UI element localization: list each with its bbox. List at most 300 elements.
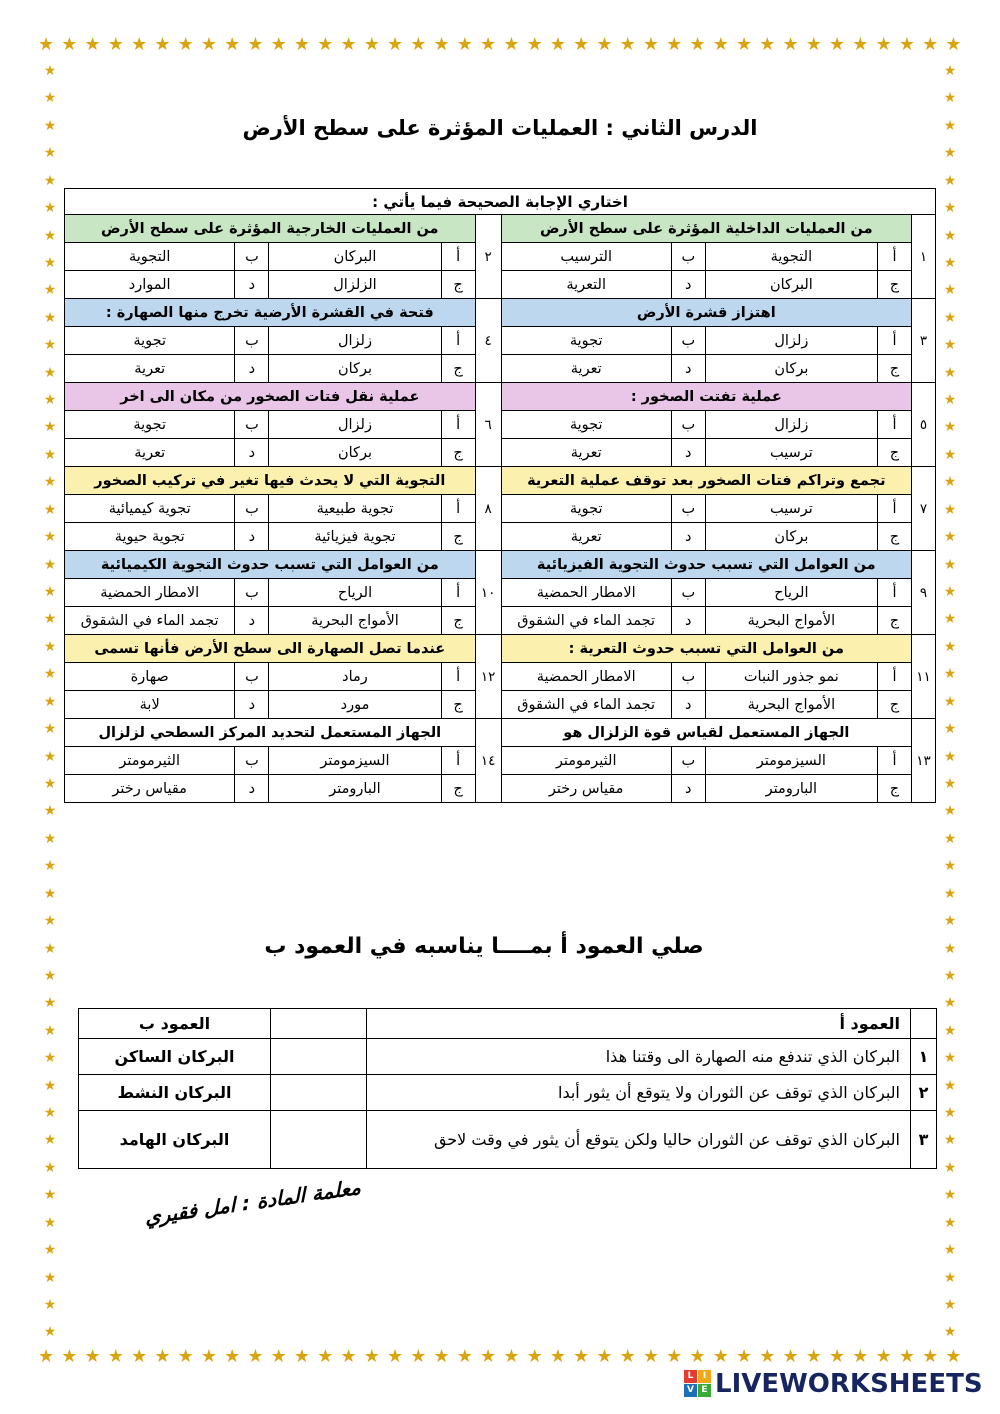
match-row <box>79 1075 937 1111</box>
option-cell[interactable]: تجوية طبيعية <box>269 495 441 523</box>
star-icon: ★ <box>943 1105 957 1122</box>
option-letter: ب <box>671 663 705 691</box>
match-number-header <box>911 1009 937 1039</box>
star-icon: ★ <box>666 34 683 55</box>
option-letter: ج <box>877 439 911 467</box>
match-option[interactable]: البركان النشط <box>79 1075 271 1111</box>
option-letter: د <box>671 355 705 383</box>
option-letter: د <box>235 691 269 719</box>
star-icon: ★ <box>943 501 957 518</box>
star-icon: ★ <box>456 1346 473 1367</box>
option-cell[interactable]: التجوية <box>65 243 235 271</box>
question-number: ٣ <box>911 299 935 383</box>
option-cell[interactable]: السيزمومتر <box>269 747 441 775</box>
star-icon: ★ <box>43 1022 57 1039</box>
match-row <box>79 1111 937 1169</box>
liveworksheets-logo-text: LIVEWORKSHEETS <box>715 1368 983 1399</box>
option-letter: أ <box>877 663 911 691</box>
match-column-b-header: العمود ب <box>79 1009 271 1039</box>
option-letter: د <box>671 607 705 635</box>
page-title: الدرس الثاني : العمليات المؤثرة على سطح الأرض <box>242 116 758 140</box>
star-icon: ★ <box>43 611 57 628</box>
option-cell[interactable]: التجوية <box>705 243 877 271</box>
star-icon: ★ <box>43 282 57 299</box>
star-icon: ★ <box>875 1346 892 1367</box>
star-icon: ★ <box>43 446 57 463</box>
option-cell[interactable]: الامطار الحمضية <box>501 579 671 607</box>
star-icon: ★ <box>943 63 957 79</box>
star-icon: ★ <box>154 1346 171 1367</box>
option-letter: د <box>235 775 269 803</box>
option-cell[interactable]: صهارة <box>65 663 235 691</box>
option-cell[interactable]: البركان <box>269 243 441 271</box>
option-letter: ب <box>235 327 269 355</box>
quiz-header-row <box>65 299 936 327</box>
star-icon: ★ <box>410 1346 427 1367</box>
star-icon: ★ <box>247 34 264 55</box>
star-icon: ★ <box>43 90 57 107</box>
star-icon: ★ <box>224 34 241 55</box>
star-icon: ★ <box>943 145 957 162</box>
star-icon: ★ <box>945 34 962 55</box>
match-statement: البركان الذي تندفع منه الصهارة الى وقتنا هذا <box>367 1039 911 1075</box>
star-icon: ★ <box>943 1214 957 1231</box>
option-cell[interactable]: تعرية <box>501 523 671 551</box>
option-cell[interactable]: بركان <box>705 355 877 383</box>
star-icon: ★ <box>943 995 957 1012</box>
star-icon: ★ <box>943 1050 957 1067</box>
star-icon: ★ <box>943 117 957 134</box>
option-letter: أ <box>441 243 475 271</box>
star-icon: ★ <box>84 34 101 55</box>
star-icon: ★ <box>943 1242 957 1259</box>
star-icon: ★ <box>619 34 636 55</box>
option-letter: ب <box>671 411 705 439</box>
star-icon: ★ <box>410 34 427 55</box>
option-letter: أ <box>441 327 475 355</box>
option-cell[interactable]: الثيرمومتر <box>501 747 671 775</box>
option-letter: د <box>671 439 705 467</box>
option-cell[interactable]: زلزال <box>269 411 441 439</box>
star-border-left <box>40 64 60 1340</box>
star-icon: ★ <box>943 200 957 217</box>
star-icon: ★ <box>875 34 892 55</box>
match-section-title: صلي العمود أ بمــــا يناسبه في العمود ب <box>264 934 704 959</box>
star-icon: ★ <box>84 1346 101 1367</box>
option-cell[interactable]: البارومتر <box>269 775 441 803</box>
option-cell[interactable]: التعرية <box>501 271 671 299</box>
match-table <box>78 1008 937 1169</box>
star-icon: ★ <box>943 803 957 820</box>
option-cell[interactable]: تعرية <box>501 355 671 383</box>
star-icon: ★ <box>43 775 57 792</box>
star-icon: ★ <box>43 584 57 601</box>
star-icon: ★ <box>43 940 57 957</box>
match-column-a-header: العمود أ <box>367 1009 911 1039</box>
star-icon: ★ <box>43 172 57 189</box>
star-icon: ★ <box>943 309 957 326</box>
star-icon: ★ <box>293 34 311 55</box>
star-icon: ★ <box>43 638 57 655</box>
option-cell[interactable]: تجمد الماء في الشقوق <box>501 691 671 719</box>
star-icon: ★ <box>943 721 957 738</box>
star-icon: ★ <box>43 419 57 436</box>
option-letter: د <box>671 775 705 803</box>
question-header: من العمليات الداخلية المؤثرة على سطح الأرض <box>501 215 911 243</box>
option-cell[interactable]: الأمواج البحرية <box>269 607 441 635</box>
question-header: من العمليات الخارجية المؤثرة على سطح الأرض <box>65 215 476 243</box>
quiz-header-row <box>65 551 936 579</box>
question-header: الجهاز المستعمل لقياس قوة الزلزال هو <box>501 719 911 747</box>
option-letter: ج <box>877 523 911 551</box>
star-icon: ★ <box>943 858 957 875</box>
option-cell[interactable]: البارومتر <box>705 775 877 803</box>
option-letter: د <box>235 439 269 467</box>
star-icon: ★ <box>340 1346 357 1367</box>
option-cell[interactable]: تجوية <box>65 327 235 355</box>
question-number: ٧ <box>911 467 935 551</box>
option-cell[interactable]: زلزال <box>269 327 441 355</box>
quiz-instruction-row <box>65 189 936 215</box>
star-icon: ★ <box>270 34 287 55</box>
match-header-row <box>79 1009 937 1039</box>
match-statement: البركان الذي توقف عن الثوران ولا يتوقع أن يثور أبدا <box>367 1075 911 1111</box>
star-icon: ★ <box>596 34 613 55</box>
option-cell[interactable]: تجوية <box>501 327 671 355</box>
option-cell[interactable]: الأمواج البحرية <box>705 691 877 719</box>
option-cell[interactable]: بركان <box>269 355 441 383</box>
match-answer-box[interactable] <box>271 1075 367 1111</box>
option-cell[interactable]: ترسيب <box>705 439 877 467</box>
star-border-top <box>38 36 962 54</box>
option-letter: ج <box>441 523 475 551</box>
option-cell[interactable]: ترسيب <box>705 495 877 523</box>
option-letter: ج <box>441 271 475 299</box>
quiz-header-row <box>65 215 936 243</box>
star-icon: ★ <box>782 34 799 55</box>
star-icon: ★ <box>43 227 57 244</box>
option-letter: ب <box>671 243 705 271</box>
match-row-number: ٢ <box>911 1075 937 1111</box>
question-header: الجهاز المستعمل لتحديد المركز السطحي لزلزال <box>65 719 476 747</box>
question-number: ٤ <box>475 299 501 383</box>
question-number: ٢ <box>475 215 501 299</box>
option-cell[interactable]: الزلزال <box>269 271 441 299</box>
question-header: فتحة في القشرة الأرضية تخرج منها الصهارة : <box>65 299 476 327</box>
star-icon: ★ <box>43 63 57 79</box>
option-cell[interactable]: تعرية <box>65 355 235 383</box>
star-icon: ★ <box>759 1346 776 1367</box>
star-icon: ★ <box>943 446 957 463</box>
question-header: اهتزاز قشرة الأرض <box>501 299 911 327</box>
star-icon: ★ <box>943 474 957 491</box>
option-cell[interactable]: بركان <box>269 439 441 467</box>
star-icon: ★ <box>943 556 957 573</box>
option-letter: أ <box>877 327 911 355</box>
option-cell[interactable]: تجمد الماء في الشقوق <box>501 607 671 635</box>
star-icon: ★ <box>943 1159 957 1176</box>
option-cell[interactable]: الامطار الحمضية <box>501 663 671 691</box>
star-icon: ★ <box>43 693 57 710</box>
teacher-signature: معلمة المادة : امل فقيري <box>144 1174 362 1230</box>
option-letter: أ <box>877 411 911 439</box>
option-cell[interactable]: تجوية حيوية <box>65 523 235 551</box>
option-letter: ج <box>441 775 475 803</box>
star-border-bottom <box>38 1348 962 1366</box>
option-letter: د <box>671 523 705 551</box>
logo-letter-v: V <box>684 1384 697 1397</box>
star-icon: ★ <box>43 885 57 902</box>
star-icon: ★ <box>943 885 957 902</box>
star-icon: ★ <box>177 34 194 55</box>
option-cell[interactable]: الموارد <box>65 271 235 299</box>
star-icon: ★ <box>107 1346 124 1367</box>
star-icon: ★ <box>943 666 957 683</box>
star-icon: ★ <box>43 666 57 683</box>
option-cell[interactable]: الترسيب <box>501 243 671 271</box>
option-letter: أ <box>877 747 911 775</box>
star-icon: ★ <box>689 34 706 55</box>
quiz-header-row <box>65 719 936 747</box>
star-icon: ★ <box>43 1296 57 1313</box>
option-cell[interactable]: تجوية <box>501 411 671 439</box>
star-icon: ★ <box>43 913 57 930</box>
star-icon: ★ <box>549 34 566 55</box>
option-cell[interactable]: البركان <box>705 271 877 299</box>
match-row <box>79 1039 937 1075</box>
star-icon: ★ <box>759 34 776 55</box>
option-letter: ج <box>877 355 911 383</box>
star-icon: ★ <box>43 1242 57 1259</box>
star-icon: ★ <box>943 830 957 847</box>
star-icon: ★ <box>689 1346 706 1367</box>
option-letter: د <box>235 607 269 635</box>
star-icon: ★ <box>943 638 957 655</box>
question-header: من العوامل التي تسبب حدوث التجوية الفيزيائية <box>501 551 911 579</box>
star-icon: ★ <box>433 1346 450 1367</box>
match-answer-header <box>271 1009 367 1039</box>
star-icon: ★ <box>43 1269 57 1286</box>
option-letter: ب <box>235 243 269 271</box>
question-header: تجمع وتراكم فتات الصخور بعد توقف عملية التعرية <box>501 467 911 495</box>
option-letter: ج <box>877 775 911 803</box>
star-icon: ★ <box>943 1296 957 1313</box>
quiz-instruction: اختاري الإجابة الصحيحة فيما يأتي : <box>65 189 936 215</box>
option-letter: د <box>235 271 269 299</box>
option-cell[interactable]: لابة <box>65 691 235 719</box>
star-icon: ★ <box>43 254 57 271</box>
star-icon: ★ <box>43 858 57 875</box>
star-icon: ★ <box>317 34 334 55</box>
star-icon: ★ <box>945 1346 962 1367</box>
star-icon: ★ <box>43 501 57 518</box>
star-icon: ★ <box>43 1132 57 1149</box>
star-icon: ★ <box>943 584 957 601</box>
match-option[interactable]: البركان الهامد <box>79 1111 271 1169</box>
question-number: ١٠ <box>475 551 501 635</box>
question-number: ٩ <box>911 551 935 635</box>
option-letter: أ <box>441 579 475 607</box>
option-cell[interactable]: تجوية <box>501 495 671 523</box>
option-letter: ب <box>671 579 705 607</box>
option-cell[interactable]: الثيرمومتر <box>65 747 235 775</box>
option-cell[interactable]: تعرية <box>501 439 671 467</box>
star-icon: ★ <box>712 34 729 55</box>
star-icon: ★ <box>943 748 957 765</box>
match-row-number: ١ <box>911 1039 937 1075</box>
question-header: عملية تفتت الصخور : <box>501 383 911 411</box>
star-icon: ★ <box>38 1346 55 1367</box>
star-icon: ★ <box>852 34 869 55</box>
star-icon: ★ <box>943 529 957 546</box>
star-icon: ★ <box>943 90 957 107</box>
star-icon: ★ <box>943 693 957 710</box>
star-icon: ★ <box>526 1346 543 1367</box>
star-icon: ★ <box>943 364 957 381</box>
question-number: ١٤ <box>475 719 501 803</box>
star-icon: ★ <box>247 1346 264 1367</box>
option-cell[interactable]: تجمد الماء في الشقوق <box>65 607 235 635</box>
star-icon: ★ <box>38 34 55 55</box>
star-icon: ★ <box>782 1346 799 1367</box>
option-letter: ج <box>877 271 911 299</box>
star-icon: ★ <box>943 1077 957 1094</box>
question-header: التجوية التي لا يحدث فيها تغير في تركيب الصخور <box>65 467 476 495</box>
star-icon: ★ <box>340 34 357 55</box>
option-letter: ب <box>235 663 269 691</box>
option-cell[interactable]: الرياح <box>269 579 441 607</box>
star-icon: ★ <box>131 34 148 55</box>
option-letter: ب <box>671 747 705 775</box>
star-icon: ★ <box>943 940 957 957</box>
star-icon: ★ <box>224 1346 241 1367</box>
star-icon: ★ <box>43 1324 57 1341</box>
match-answer-box[interactable] <box>271 1111 367 1169</box>
star-icon: ★ <box>386 34 404 55</box>
star-icon: ★ <box>317 1346 334 1367</box>
star-icon: ★ <box>943 282 957 299</box>
star-icon: ★ <box>61 1346 78 1367</box>
star-icon: ★ <box>131 1346 148 1367</box>
star-icon: ★ <box>943 392 957 409</box>
option-cell[interactable]: السيزمومتر <box>705 747 877 775</box>
star-icon: ★ <box>43 830 57 847</box>
option-cell[interactable]: تجوية <box>65 411 235 439</box>
star-icon: ★ <box>154 34 171 55</box>
star-icon: ★ <box>805 34 822 55</box>
question-header: من العوامل التي تسبب حدوث التعرية : <box>501 635 911 663</box>
option-letter: ج <box>877 691 911 719</box>
option-cell[interactable]: مقياس رختر <box>501 775 671 803</box>
option-letter: أ <box>441 663 475 691</box>
star-icon: ★ <box>943 172 957 189</box>
quiz-header-row <box>65 383 936 411</box>
star-icon: ★ <box>43 529 57 546</box>
option-cell[interactable]: تجوية كيميائية <box>65 495 235 523</box>
star-icon: ★ <box>943 611 957 628</box>
star-icon: ★ <box>619 1346 636 1367</box>
option-cell[interactable]: مقياس رختر <box>65 775 235 803</box>
option-cell[interactable]: بركان <box>705 523 877 551</box>
star-icon: ★ <box>943 913 957 930</box>
option-cell[interactable]: نمو جذور النبات <box>705 663 877 691</box>
star-icon: ★ <box>503 1346 520 1367</box>
star-icon: ★ <box>943 775 957 792</box>
star-icon: ★ <box>43 967 57 984</box>
option-cell[interactable]: زلزال <box>705 327 877 355</box>
star-icon: ★ <box>480 1346 497 1367</box>
option-letter: أ <box>441 495 475 523</box>
option-letter: د <box>235 523 269 551</box>
quiz-header-row <box>65 467 936 495</box>
option-letter: ب <box>235 411 269 439</box>
liveworksheets-logo <box>684 1370 983 1397</box>
question-header: عندما تصل الصهارة الى سطح الأرض فأنها تسمى <box>65 635 476 663</box>
option-letter: د <box>671 271 705 299</box>
star-icon: ★ <box>480 34 497 55</box>
option-cell[interactable]: زلزال <box>705 411 877 439</box>
option-letter: أ <box>441 411 475 439</box>
quiz-header-row <box>65 635 936 663</box>
star-icon: ★ <box>43 392 57 409</box>
star-icon: ★ <box>200 1346 217 1367</box>
liveworksheets-logo-icon <box>684 1370 711 1397</box>
question-number: ٥ <box>911 383 935 467</box>
star-icon: ★ <box>270 1346 287 1367</box>
star-icon: ★ <box>43 1159 57 1176</box>
star-icon: ★ <box>666 1346 683 1367</box>
star-icon: ★ <box>829 34 846 55</box>
star-icon: ★ <box>943 967 957 984</box>
option-cell[interactable]: الرياح <box>705 579 877 607</box>
star-icon: ★ <box>943 1269 957 1286</box>
question-header: من العوامل التي تسبب حدوث التجوية الكيميائية <box>65 551 476 579</box>
option-cell[interactable]: مورد <box>269 691 441 719</box>
logo-letter-l: L <box>684 1370 697 1383</box>
star-icon: ★ <box>596 1346 613 1367</box>
star-icon: ★ <box>43 1187 57 1204</box>
quiz-table <box>64 188 936 803</box>
question-number: ٦ <box>475 383 501 467</box>
question-number: ٨ <box>475 467 501 551</box>
match-answer-box[interactable] <box>271 1039 367 1075</box>
option-cell[interactable]: الامطار الحمضية <box>65 579 235 607</box>
option-cell[interactable]: الأمواج البحرية <box>705 607 877 635</box>
question-number: ١١ <box>911 635 935 719</box>
option-cell[interactable]: تعرية <box>65 439 235 467</box>
star-icon: ★ <box>43 1105 57 1122</box>
option-cell[interactable]: تجوية فيزيائية <box>269 523 441 551</box>
star-icon: ★ <box>712 1346 729 1367</box>
star-border-right <box>940 64 960 1340</box>
option-letter: ب <box>235 579 269 607</box>
star-icon: ★ <box>943 254 957 271</box>
star-icon: ★ <box>573 1346 590 1367</box>
star-icon: ★ <box>503 34 520 55</box>
star-icon: ★ <box>43 200 57 217</box>
star-icon: ★ <box>43 145 57 162</box>
star-icon: ★ <box>943 337 957 354</box>
star-icon: ★ <box>363 1346 380 1367</box>
star-icon: ★ <box>43 309 57 326</box>
star-icon: ★ <box>43 1077 57 1094</box>
option-letter: أ <box>877 243 911 271</box>
star-icon: ★ <box>898 1346 915 1367</box>
option-letter: ج <box>441 691 475 719</box>
star-icon: ★ <box>805 1346 822 1367</box>
match-option[interactable]: البركان الساكن <box>79 1039 271 1075</box>
option-cell[interactable]: رماد <box>269 663 441 691</box>
